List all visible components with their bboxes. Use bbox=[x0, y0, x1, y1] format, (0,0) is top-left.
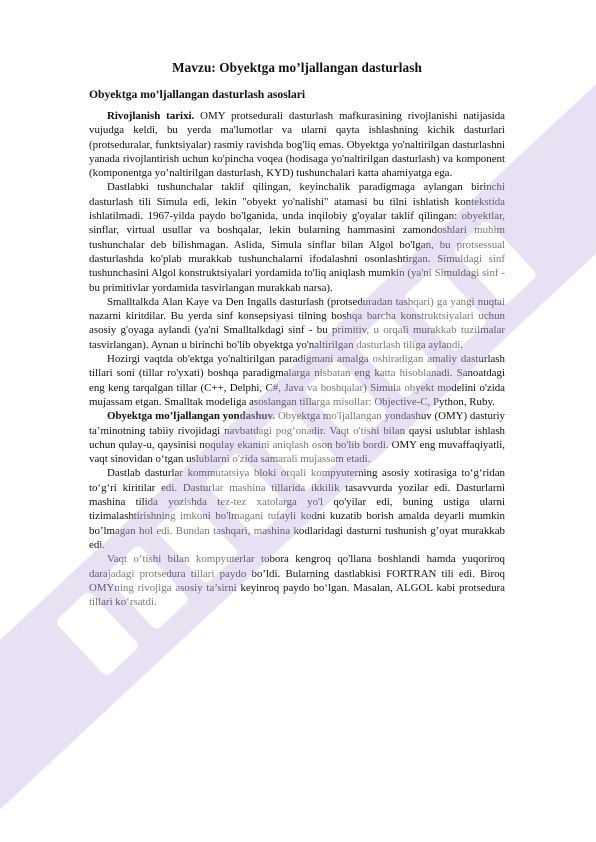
paragraph-approach bbox=[89, 409, 505, 466]
paragraph-lead: Rivojlanish tarixi. bbox=[107, 110, 195, 122]
section-heading: Obyektga mo’ljallangan dasturlash asoslari bbox=[89, 88, 306, 101]
paragraph-text: Hozirgi vaqtda ob'ektga yo'naltirilgan paradigmani amalga oshiradigan amaliy dasturlash tillari soni (tillar ro'yxati) boshqa paradigmalarga nisbatan eng katta hisoblanadi. Sanoatdagi eng keng tarqalgan tillar (C++, Delphi, C#, Java va boshqalar) Simula obyekt modelini o'zida mujassam etgan. Smalltak modeliga asoslangan tillarga misollar: Objective-C, Python, Ruby. bbox=[89, 353, 505, 408]
paragraph-text: Dastlab dasturlar kommutatsiya bloki orqali kompyuterning asosiy xotirasiga to‘g‘ridan to‘g‘ri kiritilar edi. Dasturlar mashina tillarida ikkilik tasavvurda yozilar edi. Dasturlarni mashina tilida yozishda tez-tez xatolarga yo'l qo'yilar edi, buning ustiga ularni tizimalashtirishning imkoni bo'lmagani tufayli kodni kuzatib borish amalda deyarli mumkin bo’lmagan hol edi. Bundan tashqari, mashina kodlaridagi dasturni tushunish g’oyat murakkab edi. bbox=[89, 467, 505, 551]
paragraph-smalltalk bbox=[89, 295, 505, 352]
document-body bbox=[89, 60, 505, 609]
paragraph-procedural bbox=[89, 552, 505, 609]
paragraph-simula bbox=[89, 180, 505, 294]
document-title: Mavzu: Obyektga mo’ljallangan dasturlash bbox=[172, 60, 422, 75]
paragraph-text: Smalltalkda Alan Kaye va Den Ingalls dasturlash (protseduradan tashqari) ga yangi nuqtai nazarni kiritdilar. Bu yerda sinf konsepsiyasi tilning boshqa barcha konstruktsiyalari uchun asosiy g'oyaga aylandi (ya'ni Smalltalkdagi sinf - bu primitiv, u orqali murakkab tuzilmalar tasvirlangan). Aynan u birinchi bo'lib obyektga yo'naltirilgan dasturlash tiliga aylandi. bbox=[89, 295, 505, 351]
paragraph-history bbox=[89, 109, 505, 180]
paragraph-text: Dastlabki tushunchalar taklif qilingan, keyinchalik paradigmaga aylangan birinchi dasturlash tili Simula edi, lekin "obyekt yo'nalishi" atamasi bu tilni ishlatish kontekstida ishlatilmadi. 1967-yilda paydo bo'lganida, unda inqilobiy g'oyalar taklif qilingan: obyektlar, sinflar, virtual usullar va boshqalar, lekin bularning hammasini zamondoshlari muhim tushunchalar deb bilishmagan. Aslida, Simula sinflar bilan Algol bo'lgan, bu protsessual dasturlashda ko'plab murakkab tushunchalarni ifodalashni osonlashtirgan. Simuldagi sinf tushunchasini Algol konstruktsiyalari yordamida to'liq aniqlash mumkin (ya'ni Simuldagi sinf - bu primitivlar yordamida tasvirlangan murakkab narsa). bbox=[89, 181, 505, 294]
paragraph-lead: Obyektga mo’ljallangan yondashuv. bbox=[107, 410, 276, 423]
paragraph-machine-code bbox=[89, 466, 505, 552]
paragraph-languages bbox=[89, 352, 505, 409]
paragraph-text: Obyektga mo'ljallangan yondashuv (OMY) dasturiy ta’minotning tabiiy rivojidagi navbatdagi pog‘onadir. Vaqt o'tishi bilan qaysi uslublar ishlash uchun qulay-u, qaysinisi noqulay ekanini aniqlash oson bo'lib bordi. OMY eng muvaffaqiyatli, vaqt sinovidan o‘tgan uslublarni o'zida samarali mujassam etadi. bbox=[89, 410, 506, 466]
paragraph-text: OMY protsedurali dasturlash mafkurasining rivojlanishi natijasida vujudga keldi, bu yerda ma'lumotlar va ularni qayta ishlashning kichik dasturlari (protseduralar, funktsiyalar) rasmiy ravishda bog'liq emas. Obyektga yo'naltirilgan dasturlashni yanada rivojlantirish uchun ko'pincha voqea (hodisaga yo'naltirilgan dasturlash) va komponent (komponentga yo’naltirilgan dasturlash, KYD) tushunchalari katta ahamiyatga ega. bbox=[89, 110, 505, 180]
paragraph-text: Vaqt o‘tishi bilan kompyuterlar tobora kengroq qo'llana boshlandi hamda yuqoriroq darajadagi protsedura tillari paydo bo’ldi. Bularning dastlabkisi FORTRAN tili edi. Biroq OMYning rivojiga asosiy ta’sirni keyinroq paydo bo‘lgan. Masalan, ALGOL kabi protsedura tillari ko‘rsatdi. bbox=[89, 553, 505, 609]
